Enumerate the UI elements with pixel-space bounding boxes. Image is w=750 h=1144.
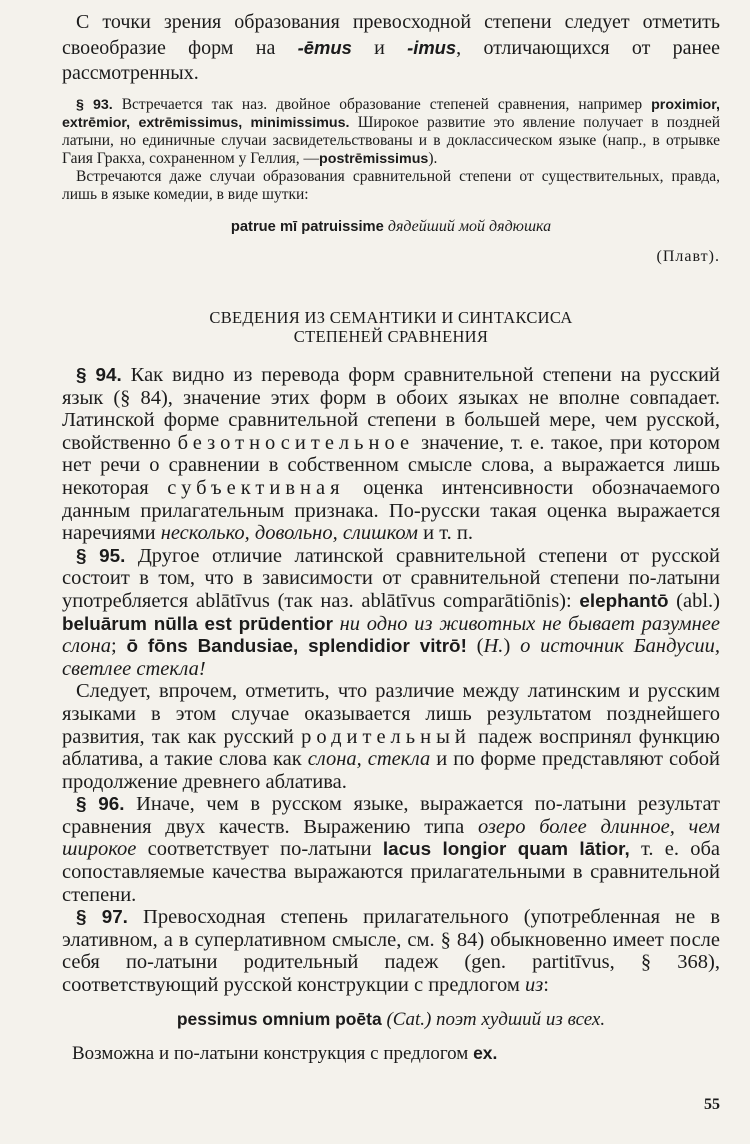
text: Встречается так наз. двойное образование степеней сравнения, например [112, 96, 652, 113]
text: Иначе, чем в русском языке, выражается по-латыни результат сравнения двух качеств. Выражению типа [62, 793, 720, 838]
latin-example: postrēmissimus [319, 151, 429, 167]
section-93-paragraph [62, 96, 720, 168]
text: падеж воспринял функцию аблатива, а такие слова как [62, 725, 720, 771]
text: ; [110, 635, 127, 658]
plautus-example [62, 218, 720, 236]
latin-example: patrue mī patruissime [230, 219, 384, 235]
author-abbrev: H. [483, 635, 504, 658]
text: и т. п. [417, 522, 473, 545]
catullus-example [62, 1009, 720, 1031]
italic-term: озеро более длинное, чем широкое [62, 815, 721, 861]
section-number: § 96. [76, 793, 125, 815]
text: и [351, 37, 408, 59]
section-96-paragraph [62, 793, 720, 906]
russian-translation: о источник Бандусии, светлее стекла! [62, 635, 721, 680]
spaced-term: родительный [301, 725, 471, 748]
latin-example: proximior, extrēmior, extrēmissimus, minimissimus. [62, 97, 720, 131]
text: Другое отличие латинской сравнительной степени от русской состоит в том, что в зависимости от сравнительной степени по-латыни употребляется ablātīvus (так наз. ablātīvus comparātiōnis): [62, 544, 720, 612]
section-95-paragraph [62, 545, 720, 681]
text: Следует, впрочем, отметить, что различие между латинским и русским языками в этом случае оказывается лишь результатом позднейшего развития, так как русский [62, 680, 720, 748]
text: соответствует по-латыни [136, 838, 383, 861]
italic-term: слона, стекла [307, 748, 431, 771]
text: Превосходная степень прилагательного (употребленная не в элативном, а в суперлативном смысле, см. § 84) обыкновенно имеет после себя по-латыни родительный падеж (gen. partitīvus, § 368), соответствующий русской конструкции с предлогом [62, 906, 720, 997]
section-93-paragraph-2: Встречаются даже случаи образования сравнительной степени от существительных, правда, лишь в языке комедии, в виде шутки: [62, 168, 720, 203]
suffix: -imus [407, 37, 457, 58]
source-abbrev: (Cat.) [386, 1008, 432, 1030]
text: оценка интенсивности обозначаемого данным прилагательным признака. По-русски такая оценка выражается наречиями [62, 476, 721, 545]
latin-example: ō fōns Bandusiae, splendidior vitrō! [126, 635, 467, 657]
text: значение, т. е. такое, при котором нет речи о сравнении в собственном смысле слова, а выражается лишь некоторая [62, 431, 720, 499]
russian-translation: ни одно из животных не бывает разумнее слона [62, 612, 720, 658]
closing-line [72, 1043, 720, 1065]
latin-example: lacus longior quam lātior, [382, 838, 630, 860]
heading-line: СТЕПЕНЕЙ СРАВНЕНИЯ [293, 327, 489, 346]
section-number: § 95. [76, 544, 126, 566]
text: : [543, 974, 549, 997]
russian-translation: поэт худший из всех. [436, 1008, 606, 1030]
text: С точки зрения образования превосходной степени следует отметить своеобразие форм на [62, 11, 720, 59]
text: ( [466, 635, 484, 658]
section-number: § 97. [76, 906, 128, 928]
text: ) [503, 635, 521, 658]
section-heading [62, 308, 720, 346]
section-number: § 94. [76, 364, 122, 385]
text: т. е. оба сопоставляемые качества выражаются прилагательными в сравнительной степени. [62, 838, 721, 906]
text: Как видно из перевода форм сравнительной степени на русский язык (§ 84), значение этих форм в обоих языках не вполне совпадает. Латинской форме сравнительной степени в большей мере, чем русской, свойственно [62, 364, 720, 454]
spaced-term: безотносительное [177, 431, 415, 454]
page-number: 55 [704, 1096, 720, 1113]
text: и по форме представляют собой продолжение древнего аблатива. [62, 748, 720, 793]
text: (abl.) [668, 589, 720, 612]
section-94-paragraph [62, 364, 720, 545]
intro-paragraph [62, 10, 720, 86]
italic-term: из [525, 974, 544, 997]
spaced-term: субъективная [167, 476, 345, 499]
latin-example: ex. [473, 1042, 498, 1063]
italic-term: несколько, довольно, слишком [160, 522, 418, 545]
section-95-paragraph-2 [62, 680, 720, 793]
section-number: § 93. [76, 97, 113, 113]
source-attribution: (Плавт). [656, 248, 720, 265]
russian-translation: дядейший мой дядюшка [387, 218, 552, 235]
latin-example: pessimus omnium poēta [176, 1008, 382, 1029]
latin-example: elephantō [579, 589, 669, 611]
text: Возможна и по-латыни конструкция с предлогом [72, 1042, 474, 1064]
section-97-paragraph [62, 906, 720, 996]
heading-line: СВЕДЕНИЯ ИЗ СЕМАНТИКИ И СИНТАКСИСА [209, 308, 573, 327]
text: ). [428, 150, 438, 167]
text: Широкое развитие это явление получает в поздней латыни, но единичные случаи засвидетельствованы и в доклассическом языке (напр., в отрывке Гаия Гракха, сохраненном у Геллия, — [62, 114, 720, 167]
suffix: -ēmus [297, 37, 352, 58]
latin-example: beluārum nūlla est prūdentior [62, 612, 333, 634]
text: , отличающихся от ранее рассмотренных. [62, 37, 720, 84]
